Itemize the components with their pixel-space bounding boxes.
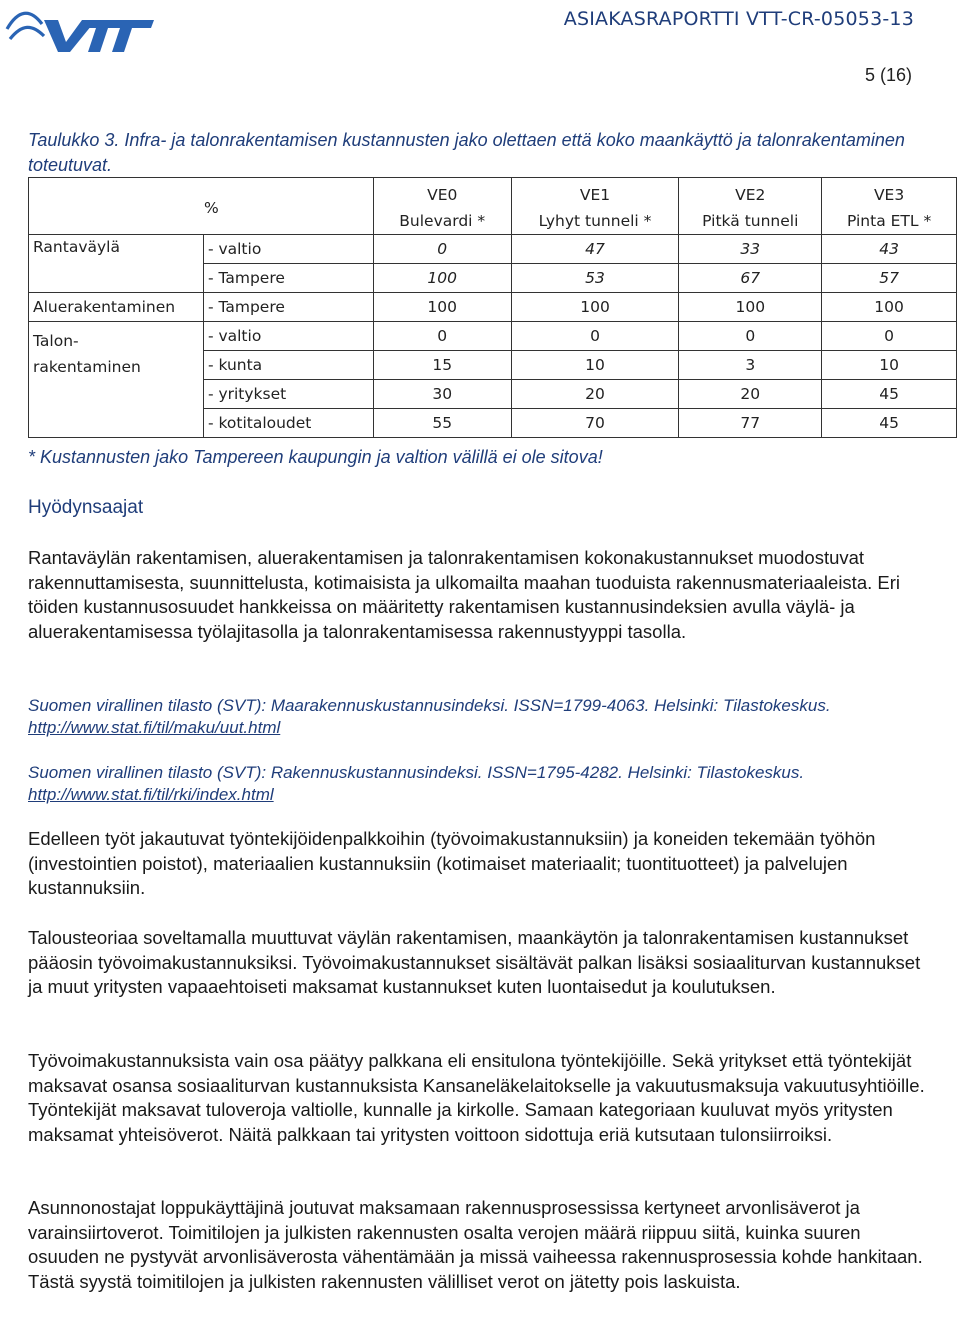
table-cell: 70 [511, 409, 679, 438]
payer-label: - Tampere [203, 293, 373, 322]
column-header-ve3: VE3 Pinta ETL * [822, 178, 957, 235]
table-cell: 43 [822, 235, 957, 264]
table-cell: 0 [511, 322, 679, 351]
payer-label: - valtio [203, 322, 373, 351]
table-cell: 45 [822, 409, 957, 438]
table-cell: 100 [373, 264, 511, 293]
table-cell: 100 [679, 293, 822, 322]
table-cell: 67 [679, 264, 822, 293]
cost-share-table [28, 177, 957, 438]
row-group-label: Talon- rakentaminen [29, 322, 204, 438]
payer-label: - Tampere [203, 264, 373, 293]
table-cell: 10 [822, 351, 957, 380]
body-paragraph: Edelleen työt jakautuvat työntekijöidenpalkkoihin (työvoimakustannuksiin) ja koneiden tekemään työhön (investointien poistot), materiaalien kustannuksiin (kotimaiset materiaalit; tuontituotteet) ja palvelujen kustannuksiin. [28, 828, 876, 899]
vtt-logo [4, 2, 154, 54]
payer-label: - yritykset [203, 380, 373, 409]
table-cell: 0 [373, 322, 511, 351]
table-cell: 55 [373, 409, 511, 438]
table-cell: 20 [679, 380, 822, 409]
table-cell: 45 [822, 380, 957, 409]
page-number: 5 (16) [864, 65, 912, 85]
table-cell: 0 [679, 322, 822, 351]
body-paragraph: Talousteoriaa soveltamalla muuttuvat väylän rakentamisen, maankäytön ja talonrakentamisen kustannukset pääosin työvoimakustannuksiksi. Työvoimakustannukset sisältävät palkan lisäksi sosiaaliturvan kustannukset ja muut yritysten vapaaehtoiseti maksamat kustannukset kuten luontaisedut ja koulutuksen. [28, 927, 921, 998]
table-cell: 57 [822, 264, 957, 293]
section-heading: Hyödynsaajat [28, 497, 144, 518]
reference-entry: Suomen virallinen tilasto (SVT): Maarakennuskustannusindeksi. ISSN=1799-4063. Helsinki: Tilastokeskus. http://www.stat.fi/til/maku/uut.html [28, 696, 831, 737]
reference-link[interactable]: http://www.stat.fi/til/maku/uut.html [28, 718, 281, 737]
table-row [29, 293, 957, 322]
table-cell: 15 [373, 351, 511, 380]
percent-corner: % [203, 178, 373, 235]
report-id: ASIAKASRAPORTTI VTT-CR-05053-13 [563, 8, 914, 30]
table-cell: 20 [511, 380, 679, 409]
table-cell: 10 [511, 351, 679, 380]
payer-label: - valtio [203, 235, 373, 264]
table-row [29, 322, 957, 351]
body-paragraph: Työvoimakustannuksista vain osa päätyy palkkana eli ensitulona työntekijöille. Sekä yritykset että työntekijät maksavat osansa sosiaaliturvan kustannuksista Kansaneläkelaitokselle ja vakuutusmaksuja vakuutusyhtiöille. Työntekijät maksavat tuloveroja valtiolle, kunnalle ja kirkolle. Samaan kategoriaan kuuluvat myös yritysten maksamat yhteisöverot. Näitä palkkaan tai yritysten voittoon sidottuja eriä kutsutaan tulonsiirroiksi. [28, 1050, 925, 1146]
table-caption: Taulukko 3. Infra- ja talonrakentamisen kustannusten jako olettaen että koko maankäyttö ja talonrakentaminen toteutuvat. [28, 130, 905, 175]
row-group-label: Aluerakentaminen [29, 293, 204, 322]
table-cell: 0 [373, 235, 511, 264]
column-header-ve1: VE1 Lyhyt tunneli * [511, 178, 679, 235]
table-cell: 30 [373, 380, 511, 409]
payer-label: - kotitaloudet [203, 409, 373, 438]
table-cell: 100 [822, 293, 957, 322]
table-cell: 100 [373, 293, 511, 322]
reference-link[interactable]: http://www.stat.fi/til/rki/index.html [28, 785, 274, 804]
table-cell: 100 [511, 293, 679, 322]
reference-entry: Suomen virallinen tilasto (SVT): Rakennuskustannusindeksi. ISSN=1795-4282. Helsinki: Tilastokeskus. http://www.stat.fi/til/rki/index.html [28, 763, 805, 804]
table-cell: 3 [679, 351, 822, 380]
column-header-ve0: VE0 Bulevardi * [373, 178, 511, 235]
table-footnote: * Kustannusten jako Tampereen kaupungin ja valtion välillä ei ole sitova! [28, 447, 603, 467]
body-paragraph: Rantaväylän rakentamisen, aluerakentamisen ja talonrakentamisen kokonakustannukset muodostuvat rakennuttamisesta, suunnittelusta, kotimaisista ja ulkomailta maahan tuoduista rakennusmateriaaleista. Eri töiden kustannusosuudet hankkeissa on määritetty rakentamisen kustannusindeksien avulla väylä- ja aluerakentamisessa työlajitasolla ja talonrakentamisessa rakennustyyppi tasolla. [28, 547, 901, 643]
payer-label: - kunta [203, 351, 373, 380]
table-cell: 33 [679, 235, 822, 264]
table-cell: 47 [511, 235, 679, 264]
row-group-label: Rantaväylä [29, 235, 204, 293]
table-header-row [29, 178, 957, 235]
table-cell: 0 [822, 322, 957, 351]
table-row [29, 235, 957, 264]
body-paragraph: Asunnonostajat loppukäyttäjinä joutuvat maksamaan rakennusprosessissa kertyneet arvonlisäverot ja varainsiirtoverot. Toimitilojen ja julkisten rakennusten osalta verojen määrä riippuu siitä, kuinka suuren osuuden ne pystyvät arvonlisäverosta vähentämään ja missä vaiheessa rakennusprosessia kohde hankitaan. Tästä syystä toimitilojen ja julkisten rakennusten välilliset verot on jätetty pois laskuista. [28, 1197, 923, 1293]
column-header-ve2: VE2 Pitkä tunneli [679, 178, 822, 235]
table-cell: 53 [511, 264, 679, 293]
table-cell: 77 [679, 409, 822, 438]
